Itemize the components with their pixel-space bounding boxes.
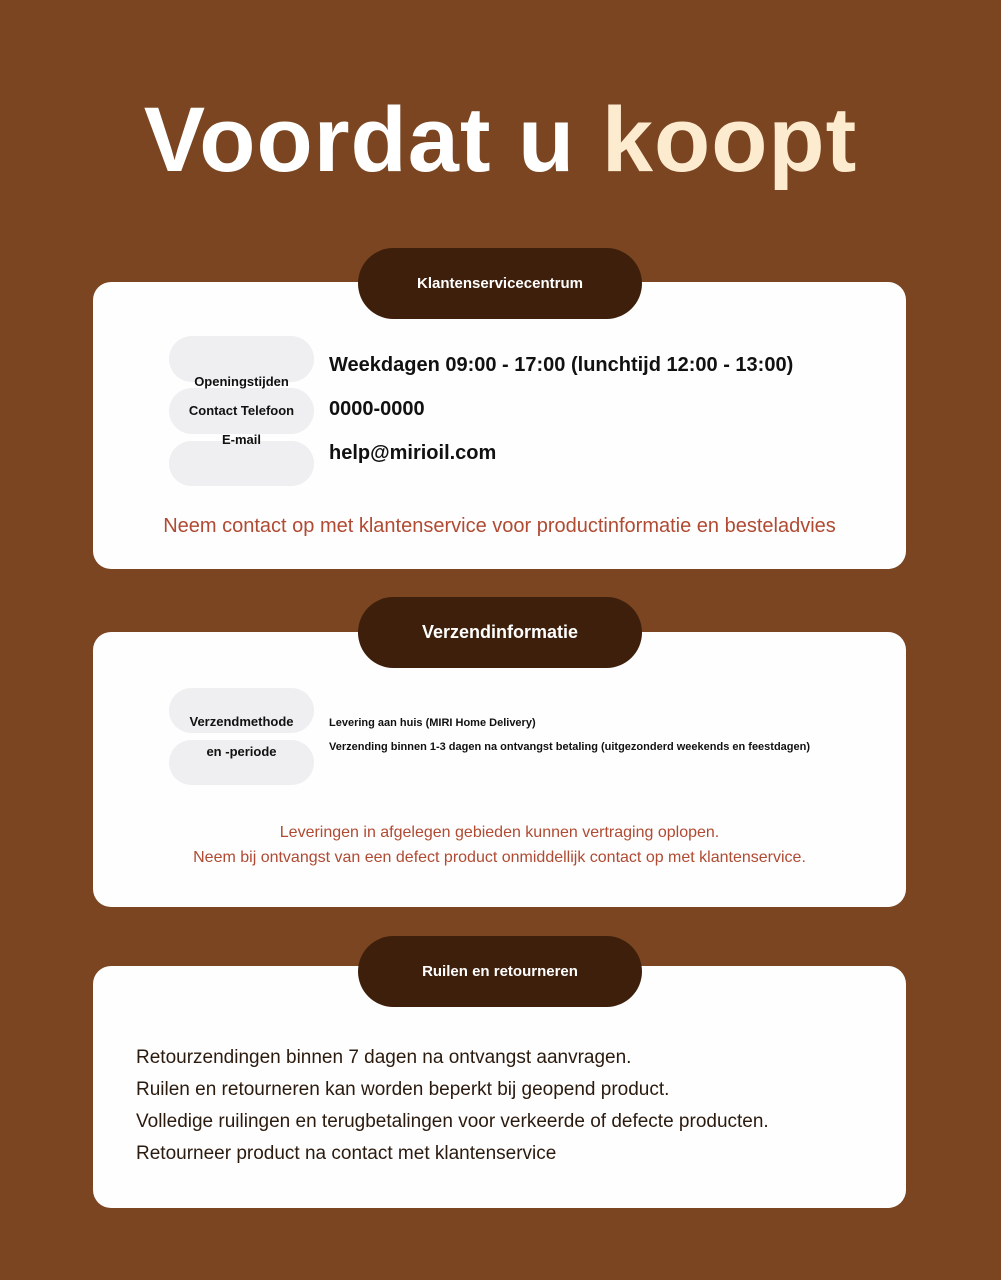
label-pill-bg bbox=[169, 441, 314, 486]
returns-line: Ruilen en retourneren kan worden beperkt bij geopend product. bbox=[136, 1079, 670, 1100]
title-main: Voordat u bbox=[143, 89, 576, 191]
shipping-period-value: Verzending binnen 1-3 dagen na ontvangst betaling (uitgezonderd weekends en feestdagen) bbox=[329, 741, 811, 753]
shipping-label-line2: en -periode bbox=[206, 744, 277, 759]
customer-service-notice: Neem contact op met klantenservice voor productinformatie en besteladvies bbox=[163, 515, 836, 537]
shipping-notices bbox=[93, 820, 906, 870]
opening-hours-value: Weekdagen 09:00 - 17:00 (lunchtijd 12:00 - 13:00) bbox=[329, 354, 794, 376]
shipping-notice: Neem bij ontvangst van een defect product onmiddellijk contact op met klantenservice. bbox=[193, 849, 806, 866]
phone-label: Contact Telefoon bbox=[188, 403, 295, 418]
title-accent: koopt bbox=[601, 89, 858, 191]
returns-list bbox=[136, 1042, 769, 1170]
shipping-notice: Leveringen in afgelegen gebieden kunnen vertraging oplopen. bbox=[279, 824, 720, 841]
email-label: E-mail bbox=[221, 432, 261, 447]
customer-service-heading: Klantenservicecentrum bbox=[358, 248, 642, 319]
returns-heading: Ruilen en retourneren bbox=[358, 936, 642, 1007]
email-value[interactable]: help@mirioil.com bbox=[329, 442, 497, 464]
shipping-method-value: Levering aan huis (MIRI Home Delivery) bbox=[329, 717, 536, 729]
shipping-label-line1: Verzendmethode bbox=[189, 714, 294, 729]
shipping-heading: Verzendinformatie bbox=[358, 597, 642, 668]
phone-value: 0000-0000 bbox=[329, 398, 425, 420]
returns-line: Retourzendingen binnen 7 dagen na ontvangst aanvragen. bbox=[136, 1047, 632, 1068]
page-title bbox=[0, 89, 1001, 191]
returns-line: Retourneer product na contact met klantenservice bbox=[136, 1143, 557, 1164]
opening-hours-label: Openingstijden bbox=[194, 374, 289, 389]
returns-line: Volledige ruilingen en terugbetalingen voor verkeerde of defecte producten. bbox=[136, 1111, 769, 1132]
